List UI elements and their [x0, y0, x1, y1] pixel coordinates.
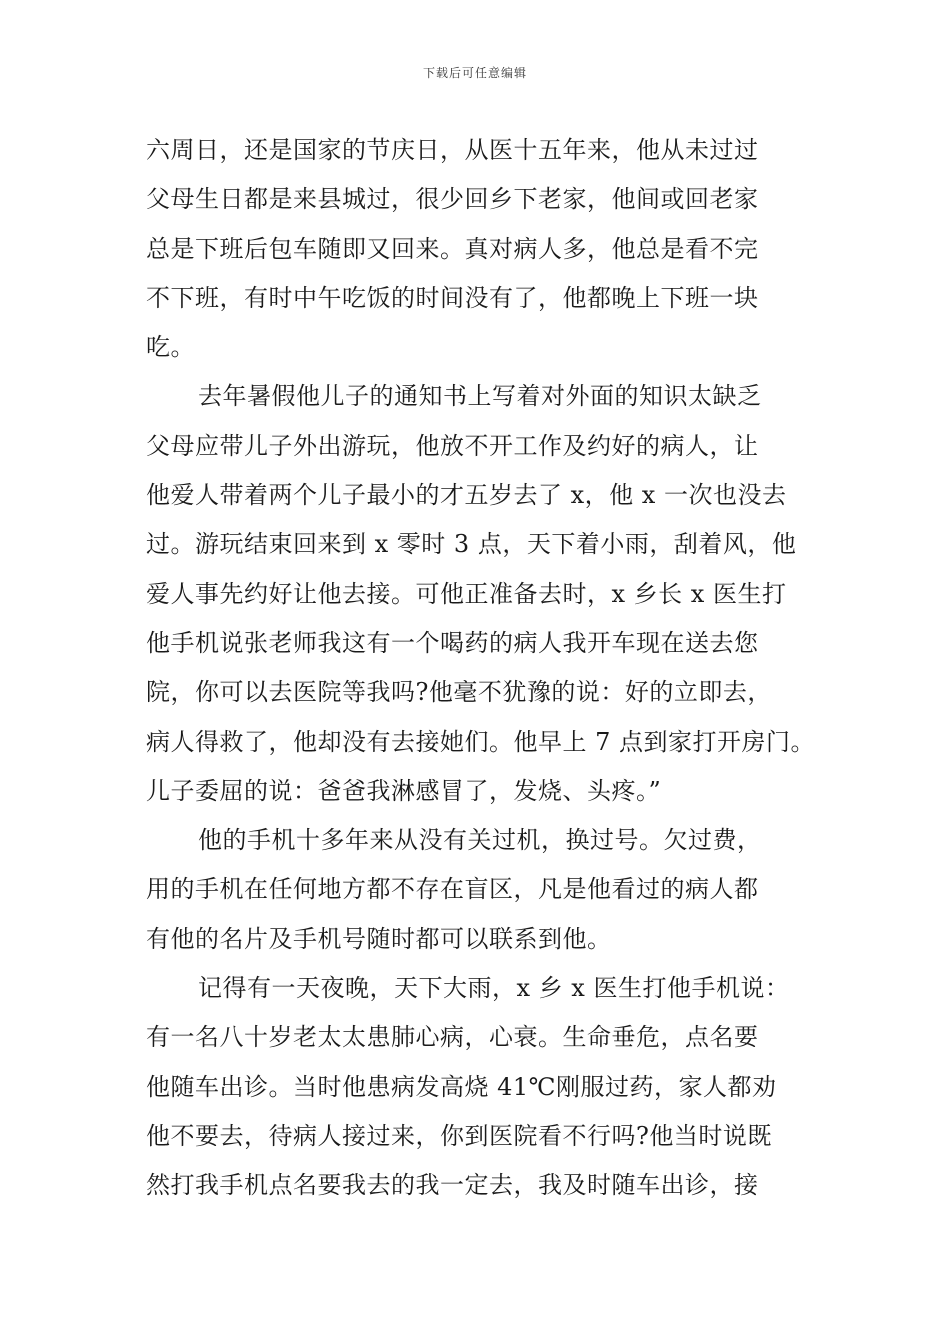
text-line: 有他的名片及手机号随时都可以联系到他。 [146, 924, 612, 953]
text-line: 院，你可以去医院等我吗?他毫不犹豫的说：好的立即去， [146, 678, 772, 707]
text-line: 他不要去，待病人接过来，你到医院看不行吗?他当时说既 [146, 1121, 772, 1150]
paragraph-2 [146, 372, 830, 816]
text-line: 他随车出诊。当时他患病发高烧 41℃刚服过药，家人都劝 [146, 1072, 777, 1101]
text-line: 他的手机十多年来从没有关过机，换过号。欠过费， [198, 826, 762, 855]
text-line: 用的手机在任何地方都不存在盲区，凡是他看过的病人都 [146, 875, 759, 904]
text-line: 过。游玩结束回来到 x 零时 3 点，天下着小雨，刮着风，他 [146, 530, 797, 559]
text-line: 儿子委屈的说：爸爸我淋感冒了，发烧、头疼。” [146, 776, 662, 805]
paragraph-4 [146, 964, 830, 1210]
paragraph-1 [146, 126, 830, 372]
text-line: 病人得救了，他却没有去接她们。他早上 7 点到家打开房门。 [146, 727, 816, 756]
text-line: 吃。 [146, 333, 195, 362]
text-line: 去年暑假他儿子的通知书上写着对外面的知识太缺乏 [198, 382, 762, 411]
text-line: 父母应带儿子外出游玩，他放不开工作及约好的病人，让 [146, 431, 759, 460]
text-line: 父母生日都是来县城过，很少回乡下老家，他间或回老家 [146, 185, 759, 214]
text-line: 然打我手机点名要我去的我一定去，我及时随车出诊，接 [146, 1171, 759, 1200]
text-line: 总是下班后包车随即又回来。真对病人多，他总是看不完 [146, 234, 759, 263]
document-body [146, 126, 830, 1211]
text-line: 爱人事先约好让他去接。可他正准备去时，x 乡长 x 医生打 [146, 579, 787, 608]
text-line: 有一名八十岁老太太患肺心病，心衰。生命垂危，点名要 [146, 1023, 759, 1052]
text-line: 他爱人带着两个儿子最小的才五岁去了 x，他 x 一次也没去 [146, 481, 787, 510]
text-line: 记得有一天夜晚，天下大雨，x 乡 x 医生打他手机说： [198, 974, 790, 1003]
text-line: 他手机说张老师我这有一个喝药的病人我开车现在送去您 [146, 628, 759, 657]
text-line: 不下班，有时中午吃饭的时间没有了，他都晚上下班一块 [146, 283, 759, 312]
paragraph-3 [146, 816, 830, 964]
text-line: 六周日，还是国家的节庆日，从医十五年来，他从未过过 [146, 136, 759, 164]
page-header-note: 下载后可任意编辑 [422, 66, 527, 80]
